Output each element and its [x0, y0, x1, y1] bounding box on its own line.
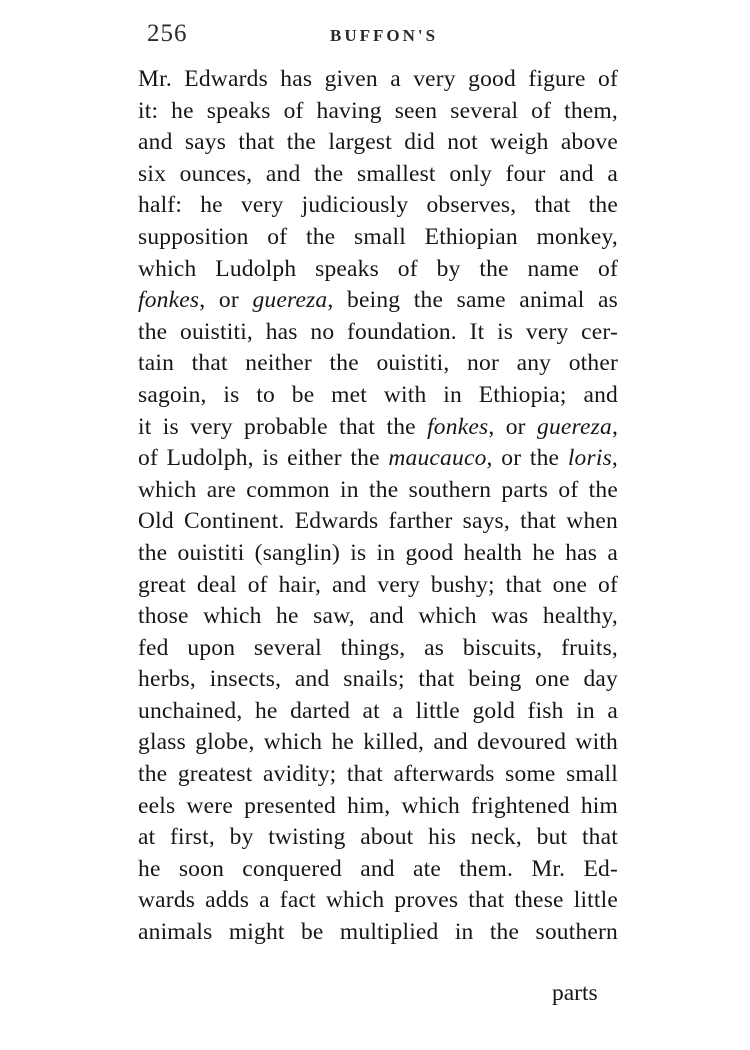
- text-line: [138, 380, 618, 412]
- text-line: [138, 317, 618, 349]
- italic-term: maucauco: [388, 445, 487, 472]
- catchword: parts: [552, 980, 598, 1006]
- text-run: six ounces, and the smallest only four and a: [138, 160, 618, 187]
- text-line: [138, 96, 618, 128]
- text-line: [138, 759, 618, 791]
- text-run: of Ludolph, is either the: [138, 445, 389, 472]
- text-run: half: he very judiciously observes, that the: [138, 192, 618, 219]
- text-line: [138, 633, 618, 665]
- text-run: he soon conquered and ate them. Mr. Ed-: [138, 855, 618, 882]
- italic-term: loris: [567, 445, 612, 472]
- text-run: Old Continent. Edwards farther says, that when: [138, 508, 618, 535]
- text-run: it is very probable that the: [138, 413, 428, 440]
- text-line: [138, 222, 618, 254]
- italic-term: guereza: [252, 287, 328, 314]
- text-run: unchained, he darted at a little gold fish in a: [138, 697, 618, 724]
- text-line: [138, 348, 618, 380]
- text-line: [138, 475, 618, 507]
- text-line: [138, 696, 618, 728]
- text-line: [138, 159, 618, 191]
- text-line: [138, 822, 618, 854]
- text-run: , or the: [486, 445, 568, 472]
- text-run: ,: [611, 445, 618, 472]
- text-run: Mr. Edwards has given a very good figure of: [138, 66, 618, 92]
- text-run: which Ludolph speaks of by the name of: [138, 255, 618, 282]
- text-line: [138, 601, 618, 633]
- text-line: [138, 190, 618, 222]
- body-text: [138, 64, 618, 949]
- text-run: herbs, insects, and snails; that being one day: [138, 666, 618, 693]
- text-line: [138, 727, 618, 759]
- text-run: supposition of the small Ethiopian monkey,: [138, 223, 618, 250]
- text-run: , or: [199, 287, 253, 314]
- page-number: 256: [147, 20, 188, 47]
- text-run: , being the same animal as: [327, 287, 618, 314]
- text-run: and says that the largest did not weigh above: [138, 129, 618, 156]
- text-run: glass globe, which he killed, and devoured with: [138, 729, 618, 756]
- text-line: [138, 538, 618, 570]
- italic-term: guereza: [537, 413, 612, 440]
- text-run: sagoin, is to be met with in Ethiopia; and: [138, 381, 618, 408]
- text-line: [138, 443, 618, 475]
- text-line: [138, 791, 618, 823]
- text-line: [138, 506, 618, 538]
- text-line: [138, 127, 618, 159]
- text-run: which are common in the southern parts of the: [138, 476, 618, 503]
- text-run: great deal of hair, and very bushy; that one of: [138, 571, 618, 598]
- text-line: [138, 885, 618, 917]
- text-run: the ouistiti (sanglin) is in good health he has a: [138, 539, 618, 566]
- text-line: [138, 64, 618, 96]
- text-run: , or: [488, 413, 537, 440]
- text-line: [138, 412, 618, 444]
- text-line: [138, 285, 618, 317]
- text-run: tain that neither the ouistiti, nor any other: [138, 350, 618, 377]
- text-run: fed upon several things, as biscuits, fruits,: [138, 634, 618, 661]
- text-run: eels were presented him, which frightened him: [138, 792, 618, 819]
- running-head: [145, 20, 615, 54]
- text-run: the greatest avidity; that afterwards some small: [138, 761, 618, 788]
- italic-term: fonkes: [427, 413, 489, 440]
- text-line: [138, 854, 618, 886]
- text-run: animals might be multiplied in the southern: [138, 919, 618, 946]
- text-line: [138, 254, 618, 286]
- italic-term: fonkes: [138, 287, 200, 314]
- text-line: [138, 917, 618, 949]
- text-run: wards adds a fact which proves that these little: [138, 887, 618, 914]
- running-title: BUFFON'S: [330, 26, 439, 45]
- text-line: [138, 570, 618, 602]
- text-run: those which he saw, and which was healthy,: [138, 603, 618, 630]
- text-line: [138, 664, 618, 696]
- text-run: the ouistiti, has no foundation. It is very cer-: [138, 318, 618, 345]
- text-run: it: he speaks of having seen several of them,: [138, 97, 618, 124]
- text-run: ,: [611, 413, 619, 440]
- text-run: at first, by twisting about his neck, but that: [138, 824, 618, 851]
